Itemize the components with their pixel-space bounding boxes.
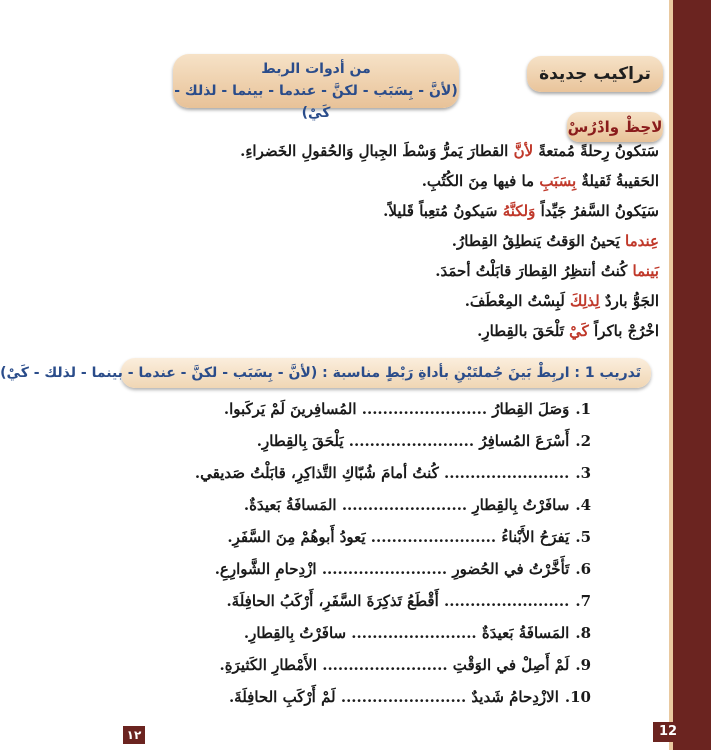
example-sentence — [435, 262, 659, 280]
linking-word: عِندما — [625, 232, 659, 250]
item-number: 4. — [575, 496, 591, 514]
item-text: ........................ أَقْطَعُ تَذكِرَةَ السَّفَرِ، أَرْكَبُ الحافِلَةَ. — [226, 592, 570, 610]
section-title: تراكيب جديدة — [527, 56, 663, 92]
example-sentence — [240, 142, 659, 160]
item-text: سافَرْتُ بِالقِطارِ ........................ المَسافَةُ بَعيدَةٌ. — [243, 496, 570, 514]
item-number: 9. — [575, 656, 591, 674]
example-sentence — [452, 232, 659, 250]
item-number: 2. — [575, 432, 591, 450]
item-text: تَأَخَّرْتُ في الحُضورِ ........................ ازْدِحامِ الشَّوارِعِ. — [214, 560, 570, 578]
exercise-item — [229, 688, 591, 706]
item-number: 5. — [575, 528, 591, 546]
example-text: سَيكونُ مُتعِباً قَليلاً. — [383, 202, 503, 220]
exercise-words: (لأنَّ - بِسَبَب - لكنَّ - عندما - بينما - لذلك - كَيْ) — [0, 365, 318, 381]
example-sentence — [383, 202, 659, 220]
exercise-item — [215, 560, 591, 578]
example-text: سَيَكونُ السَّفرُ جَيِّداً — [535, 202, 659, 220]
linking-word: لِذلِكَ — [570, 292, 600, 310]
item-number: 3. — [575, 464, 591, 482]
item-text: لَمْ أَصِلْ في الوَقْتِ ........................ الأَمْطارِ الكَثيرَةِ. — [219, 656, 570, 674]
item-text: يَفرَحُ الأَبْناءُ ........................ يَعودُ أَبوهُمْ مِنَ السَّفَرِ. — [227, 528, 570, 546]
exercise-item — [244, 496, 591, 514]
example-text: الحَقيبةُ ثَقيلةٌ — [576, 172, 659, 190]
example-text: تَلْحَقَ بالقِطارِ. — [477, 322, 570, 340]
item-text: وَصَلَ القِطارُ ........................ المُسافِرينَ لَمْ يَركَبوا. — [223, 400, 570, 418]
example-text: ما فيها مِنَ الكُتُبِ. — [421, 172, 540, 190]
exercise-item — [227, 528, 591, 546]
exercise-item — [257, 432, 591, 450]
item-text: أَسْرَعَ المُسافِرُ ........................ يَلْحَقَ بِالقِطارِ. — [256, 432, 570, 450]
exercise-item — [226, 592, 591, 610]
linking-word: بَينما — [632, 262, 659, 280]
linking-tools-title: من أدوات الربط — [261, 61, 371, 77]
exercise-label: تَدريب 1 — [584, 365, 641, 381]
exercise-instruction: : اربِطْ بَينَ جُملتَيْنِ بأداةِ رَبْطٍ مناسبة : — [317, 365, 585, 381]
page-number-arabic: ١٢ — [123, 726, 145, 744]
exercise-item — [244, 624, 591, 642]
example-text: يَحينُ الوَقتُ يَنطلِقُ القِطارُ. — [451, 232, 626, 250]
right-border-bar — [673, 0, 711, 750]
example-text: سَتكونُ رِحلةً مُمتعةً — [533, 142, 659, 160]
item-number: 1. — [575, 400, 591, 418]
example-text: القطارَ يَمرُّ وَسْطَ الجِبالِ وَالحُقولِ الخَضراءِ. — [240, 142, 514, 160]
item-number: 7. — [575, 592, 591, 610]
exercise-item — [195, 464, 591, 482]
example-sentence — [422, 172, 659, 190]
item-text: المَسافَةُ بَعيدَةٌ ........................ سافَرْتُ بِالقِطارِ. — [243, 624, 570, 642]
item-text: الازْدِحامُ شَديدٌ ........................ لَمْ أَرْكَبِ الحافِلَةَ. — [228, 688, 559, 706]
exercise-item — [219, 656, 591, 674]
example-text: كُنتُ أنتظِرُ القِطارَ قابَلْتُ أحمَدَ. — [435, 262, 633, 280]
example-sentence — [477, 322, 659, 340]
page-number: 12 — [653, 722, 683, 742]
example-text: اخْرُجْ باكراً — [588, 322, 659, 340]
linking-tools-list: (لأنَّ - بِسَبَب - لكنَّ - عندما - بينما - لذلك - كَيْ) — [174, 83, 458, 121]
exercise-item — [224, 400, 591, 418]
linking-word: بِسَبَبِ — [539, 172, 577, 190]
observe-label: لاحِظْ وادْرُسْ — [567, 112, 663, 142]
linking-word: وَلكنَّهُ — [502, 202, 536, 220]
example-text: الجَوُّ باردٌ — [599, 292, 659, 310]
right-border-stripe — [669, 0, 673, 750]
item-text: ........................ كُنتُ أمامَ شُبّاكِ التَّذاكِرِ، قابَلْتُ صَديقي. — [194, 464, 570, 482]
example-sentence — [465, 292, 659, 310]
item-number: 6. — [575, 560, 591, 578]
item-number: 10. — [564, 688, 591, 706]
linking-word: كَيْ — [569, 322, 589, 340]
item-number: 8. — [575, 624, 591, 642]
linking-word: لأنَّ — [513, 142, 534, 160]
example-text: لَبِسْتُ المِعْطَفَ. — [464, 292, 571, 310]
exercise-header — [0, 358, 651, 388]
linking-tools-box — [173, 54, 459, 121]
